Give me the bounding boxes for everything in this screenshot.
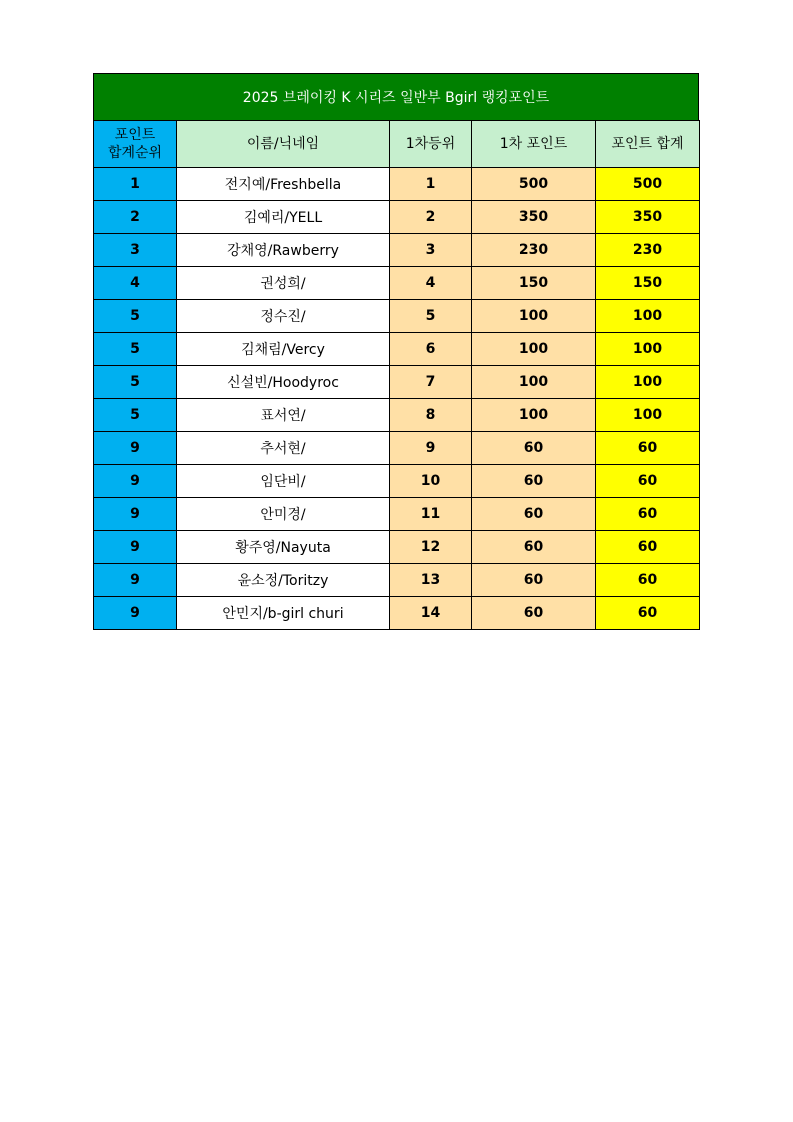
header-round1-rank: 1차등위: [390, 121, 472, 168]
cell-name: 안민지/b-girl churi: [177, 597, 390, 630]
cell-total-rank: 9: [94, 498, 177, 531]
cell-round1-rank: 12: [390, 531, 472, 564]
table-row: [94, 597, 700, 630]
cell-total-rank: 3: [94, 234, 177, 267]
cell-name: 김예리/YELL: [177, 201, 390, 234]
cell-name: 신설빈/Hoodyroc: [177, 366, 390, 399]
cell-total-rank: 5: [94, 399, 177, 432]
cell-name: 안미경/: [177, 498, 390, 531]
cell-round1-rank: 2: [390, 201, 472, 234]
table-row: [94, 366, 700, 399]
cell-name: 김채림/Vercy: [177, 333, 390, 366]
cell-round1-rank: 11: [390, 498, 472, 531]
cell-total-rank: 5: [94, 366, 177, 399]
cell-total-points: 60: [596, 564, 700, 597]
cell-total-rank: 5: [94, 300, 177, 333]
cell-round1-points: 150: [472, 267, 596, 300]
cell-total-rank: 9: [94, 531, 177, 564]
cell-name: 추서현/: [177, 432, 390, 465]
header-round1-points: 1차 포인트: [472, 121, 596, 168]
header-name: 이름/닉네임: [177, 121, 390, 168]
table-row: [94, 399, 700, 432]
cell-total-rank: 5: [94, 333, 177, 366]
cell-name: 표서연/: [177, 399, 390, 432]
cell-total-points: 100: [596, 300, 700, 333]
cell-total-rank: 9: [94, 465, 177, 498]
cell-round1-points: 100: [472, 399, 596, 432]
cell-total-rank: 9: [94, 597, 177, 630]
table-row: [94, 564, 700, 597]
ranking-sheet: [93, 73, 699, 630]
cell-total-points: 350: [596, 201, 700, 234]
ranking-table: [93, 120, 700, 630]
cell-total-points: 150: [596, 267, 700, 300]
table-row: [94, 201, 700, 234]
cell-name: 강채영/Rawberry: [177, 234, 390, 267]
cell-name: 정수진/: [177, 300, 390, 333]
header-total-rank-line1: 포인트: [114, 126, 156, 143]
ranking-rows: [94, 168, 700, 630]
cell-round1-rank: 1: [390, 168, 472, 201]
cell-round1-rank: 13: [390, 564, 472, 597]
cell-round1-points: 100: [472, 300, 596, 333]
cell-round1-points: 500: [472, 168, 596, 201]
cell-round1-points: 60: [472, 432, 596, 465]
cell-round1-rank: 10: [390, 465, 472, 498]
cell-round1-rank: 4: [390, 267, 472, 300]
cell-round1-rank: 8: [390, 399, 472, 432]
cell-total-rank: 9: [94, 432, 177, 465]
cell-name: 전지예/Freshbella: [177, 168, 390, 201]
cell-round1-points: 230: [472, 234, 596, 267]
cell-name: 임단비/: [177, 465, 390, 498]
cell-round1-points: 350: [472, 201, 596, 234]
cell-name: 윤소정/Toritzy: [177, 564, 390, 597]
table-row: [94, 498, 700, 531]
cell-total-points: 60: [596, 531, 700, 564]
cell-total-points: 60: [596, 432, 700, 465]
cell-round1-rank: 5: [390, 300, 472, 333]
cell-round1-rank: 9: [390, 432, 472, 465]
cell-round1-rank: 14: [390, 597, 472, 630]
table-row: [94, 432, 700, 465]
cell-round1-points: 60: [472, 465, 596, 498]
header-total-rank: [94, 121, 177, 168]
cell-round1-points: 60: [472, 531, 596, 564]
header-total-rank-line2: 합계순위: [107, 145, 163, 161]
cell-total-rank: 2: [94, 201, 177, 234]
table-row: [94, 168, 700, 201]
header-total-points: 포인트 합계: [596, 121, 700, 168]
cell-name: 권성희/: [177, 267, 390, 300]
cell-total-points: 100: [596, 333, 700, 366]
cell-total-rank: 4: [94, 267, 177, 300]
cell-round1-points: 60: [472, 564, 596, 597]
cell-round1-points: 60: [472, 498, 596, 531]
cell-total-points: 60: [596, 597, 700, 630]
cell-round1-rank: 6: [390, 333, 472, 366]
table-row: [94, 267, 700, 300]
cell-round1-points: 100: [472, 333, 596, 366]
cell-round1-rank: 3: [390, 234, 472, 267]
table-row: [94, 465, 700, 498]
sheet-title: 2025 브레이킹 K 시리즈 일반부 Bgirl 랭킹포인트: [93, 73, 699, 120]
table-row: [94, 531, 700, 564]
cell-total-rank: 1: [94, 168, 177, 201]
cell-round1-points: 100: [472, 366, 596, 399]
cell-total-points: 60: [596, 465, 700, 498]
cell-total-points: 230: [596, 234, 700, 267]
cell-name: 황주영/Nayuta: [177, 531, 390, 564]
cell-total-points: 100: [596, 366, 700, 399]
table-row: [94, 234, 700, 267]
cell-total-points: 60: [596, 498, 700, 531]
cell-total-rank: 9: [94, 564, 177, 597]
cell-round1-points: 60: [472, 597, 596, 630]
header-row: [94, 121, 700, 168]
cell-total-points: 500: [596, 168, 700, 201]
cell-total-points: 100: [596, 399, 700, 432]
table-row: [94, 333, 700, 366]
table-row: [94, 300, 700, 333]
cell-round1-rank: 7: [390, 366, 472, 399]
